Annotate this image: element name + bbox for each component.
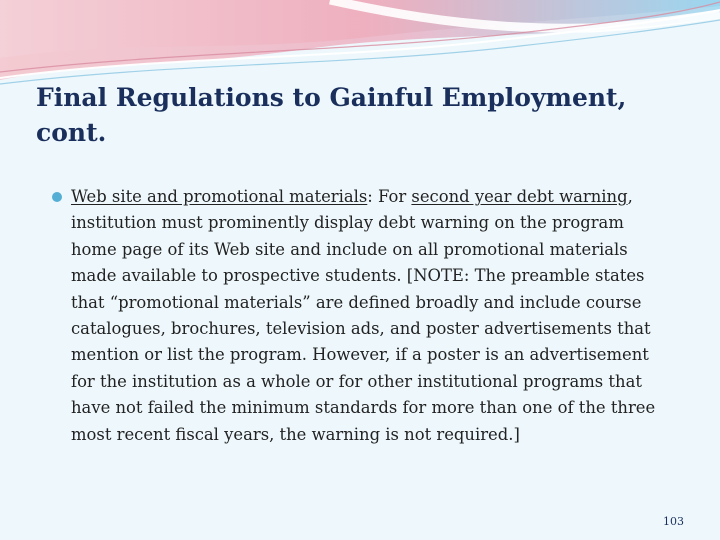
note-close-bracket: ] [513, 424, 520, 444]
lead-topic: Web site and promotional materials [71, 187, 368, 206]
page-number: 103 [663, 515, 684, 528]
lead-colon: : [367, 187, 373, 206]
note-open-bracket: [ [406, 266, 414, 286]
slide-content [52, 184, 672, 448]
body-text-2: , institution must prominently display debt warning on the program home page of its Web site and include on all promotional materials made available to prospective students. [71, 187, 633, 286]
body-text-1: For [372, 187, 412, 206]
note-label: NOTE: [413, 266, 470, 286]
second-year-debt-warning: second year debt warning [411, 187, 628, 206]
slide-title: Final Regulations to Gainful Employment, cont. [36, 83, 627, 147]
bullet-dot [52, 192, 62, 202]
note-text: The preamble states that “promotional materials” are defined broadly and include course catalogues, brochures, television ads, and poster advertisements that mention or list the program. However, if a poster is an advertisement for the institution as a whole or for other institutional programs that have not failed the minimum standards for more than one of the three most recent fiscal years, the warning is not required. [71, 266, 656, 444]
bullet-item [52, 184, 672, 448]
decorative-wave-header [0, 0, 720, 90]
